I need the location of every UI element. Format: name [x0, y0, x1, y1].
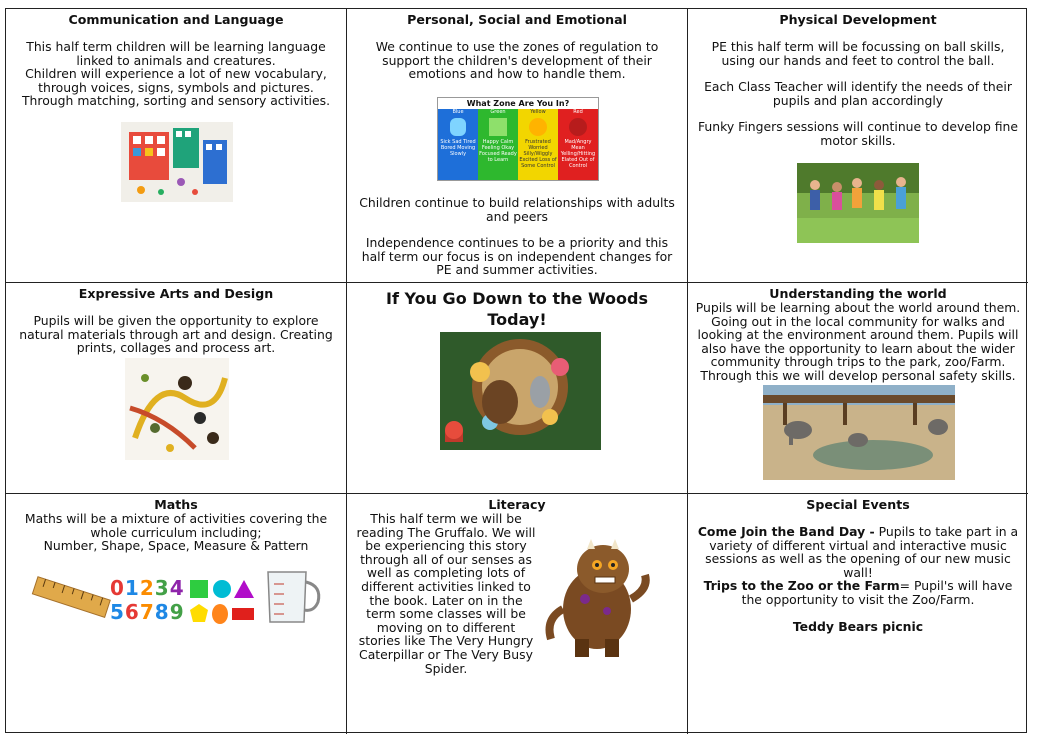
- world-line: Through this we will develop personal safety skills.: [700, 367, 1016, 383]
- circle-shape-icon: [213, 580, 231, 598]
- square-shape-icon: [190, 580, 208, 598]
- communication-title: Communication and Language: [68, 12, 284, 27]
- topic-title: Today!: [487, 310, 547, 329]
- arts-line: natural materials through art and design. Creating: [19, 326, 333, 342]
- maths-line: Number, Shape, Space, Measure & Pattern: [43, 538, 309, 554]
- zone-yellow: [518, 109, 558, 180]
- triangle-shape-icon: [234, 580, 254, 598]
- literacy-line: term some classes will be: [366, 606, 526, 622]
- physical-line: using our hands and feet to control the ball.: [721, 52, 995, 68]
- yellow-face-icon: [529, 118, 547, 136]
- literacy-text: [353, 512, 539, 675]
- communication-line: This half term children will be learning language: [26, 39, 326, 54]
- maths-line: whole curriculum including;: [90, 524, 262, 540]
- physical-line: Each Class Teacher will identify the needs of their: [704, 79, 1012, 95]
- literacy-line: be experiencing this story: [365, 538, 527, 554]
- digits-row-top: [110, 576, 185, 600]
- arts-line: prints, collages and process art.: [76, 340, 276, 356]
- maths-title: Maths: [154, 497, 198, 512]
- literacy-line: Caterpillar or The Very Busy: [359, 646, 533, 662]
- measuring-jug-image: [260, 566, 324, 626]
- zone-blue: [438, 109, 478, 180]
- zone-name: Blue: [452, 109, 464, 115]
- event-zoo-trip-title: Trips to the Zoo or the Farm: [703, 578, 900, 594]
- literacy-line: different activities linked to: [361, 578, 531, 594]
- ruler-image: [31, 574, 111, 622]
- zone-name: Red: [573, 109, 583, 115]
- zone-words: Frustrated Worried Silly/Wiggly Excited Loss of Some Control: [519, 139, 557, 169]
- pse-line: support the children's development of their: [382, 52, 652, 68]
- digit-4: 4: [169, 576, 185, 600]
- zone-words: Mad/Angry Mean Yelling/Hitting Elated Out of Control: [560, 139, 596, 169]
- arts-line: Pupils will be given the opportunity to explore: [33, 313, 319, 328]
- literacy-cell: [347, 494, 688, 734]
- zone-green: [478, 109, 518, 180]
- physical-title: Physical Development: [779, 12, 937, 27]
- literacy-line: moving on to different: [376, 619, 516, 635]
- literacy-line: reading The Gruffalo. We will: [356, 524, 536, 540]
- zones-of-regulation-chart: [437, 97, 599, 181]
- literacy-line: This half term we will be: [370, 511, 522, 526]
- woods-illustration: [440, 332, 601, 450]
- pse-line: emotions and how to handle them.: [408, 66, 626, 82]
- pse-line: Independence continues to be a priority and this: [365, 235, 669, 251]
- communication-line: linked to animals and creatures.: [76, 52, 276, 68]
- events-title: Special Events: [806, 497, 910, 512]
- zone-name: Yellow: [530, 109, 546, 115]
- digit-8: 8: [154, 600, 170, 624]
- literacy-title: Literacy: [488, 497, 546, 512]
- communication-line: Children will experience a lot of new vocabulary,: [25, 66, 327, 82]
- communication-language-cell: [6, 9, 347, 283]
- pse-line: PE and summer activities.: [436, 262, 598, 278]
- event-zoo-trip-text: = Pupil's will have the opportunity to visit the Zoo/Farm.: [741, 578, 1013, 607]
- digit-5: 5: [110, 600, 125, 624]
- zoo-elephants-image: [763, 385, 955, 480]
- digit-3: 3: [154, 576, 170, 600]
- literacy-line: through all of our senses as: [360, 551, 532, 567]
- oval-shape-icon: [212, 604, 228, 624]
- pse-line: We continue to use the zones of regulation to: [375, 39, 659, 54]
- event-teddy-bears-picnic: Teddy Bears picnic: [792, 618, 924, 634]
- maths-line: Maths will be a mixture of activities covering the: [24, 511, 328, 526]
- world-line: community through trips to the park, zoo/Farm.: [710, 354, 1006, 370]
- digit-7: 7: [139, 600, 155, 624]
- digit-9: 9: [169, 600, 185, 624]
- world-line: Pupils will be learning about the world around them.: [695, 300, 1021, 315]
- shapes-image: [188, 578, 260, 626]
- sorting-toys-image: [121, 122, 233, 202]
- pse-line: and peers: [486, 208, 548, 224]
- communication-line: through voices, signs, symbols and pictures.: [38, 79, 314, 95]
- world-line: also have the opportunity to learn about the wider: [701, 340, 1015, 356]
- digits-row-bottom: [110, 600, 185, 624]
- digit-2: 2: [139, 576, 155, 600]
- red-face-icon: [569, 118, 587, 136]
- natural-art-image: [125, 358, 229, 460]
- literacy-line: stories like The Very Hungry: [358, 633, 534, 649]
- zone-words: Happy Calm Feeling Okay Focused Ready to Learn: [479, 139, 517, 163]
- understanding-world-cell: [688, 283, 1028, 494]
- world-title: Understanding the world: [769, 286, 947, 301]
- world-line: looking at the environment around them. Pupils will: [697, 327, 1019, 343]
- communication-line: Through matching, sorting and sensory activities.: [21, 93, 331, 109]
- event-band-day-title: Come Join the Band Day -: [697, 524, 875, 539]
- zone-red: [558, 109, 598, 180]
- digit-1: 1: [124, 576, 140, 600]
- digit-6: 6: [124, 600, 140, 624]
- expressive-arts-cell: [6, 283, 347, 494]
- topic-cell: [347, 283, 688, 494]
- physical-line: pupils and plan accordingly: [772, 92, 944, 108]
- zones-title: What Zone Are You In?: [466, 99, 570, 108]
- event-band-day-text: Pupils to take part in a variety of different virtual and interactive music sessions as well as the opening of our new music wall!: [705, 524, 1019, 580]
- children-running-image: [797, 163, 919, 243]
- pentagon-shape-icon: [190, 604, 208, 622]
- zone-words: Sick Sad Tired Bored Moving Slowly: [440, 139, 476, 157]
- zone-name: Green: [490, 109, 506, 115]
- physical-line: PE this half term will be focussing on ball skills,: [711, 39, 1005, 54]
- green-face-icon: [489, 118, 507, 136]
- blue-face-icon: [450, 118, 466, 136]
- physical-line: motor skills.: [820, 132, 896, 148]
- literacy-line: Spider.: [424, 660, 468, 676]
- event-zoo-trip: [694, 579, 1022, 606]
- pse-line: Children continue to build relationships with adults: [359, 195, 675, 210]
- curriculum-grid: [5, 8, 1027, 733]
- literacy-line: well as completing lots of: [366, 565, 526, 581]
- number-digits: [110, 576, 185, 624]
- digit-0: 0: [110, 576, 125, 600]
- physical-line: Funky Fingers sessions will continue to develop fine: [697, 119, 1019, 135]
- physical-development-cell: [688, 9, 1028, 283]
- topic-title: If You Go Down to the Woods: [386, 289, 648, 308]
- literacy-line: the book. Later on in the: [369, 592, 523, 608]
- event-band-day: [694, 525, 1022, 579]
- personal-social-emotional-cell: [347, 9, 688, 283]
- pse-relationships-text: [353, 196, 681, 277]
- gruffalo-image: [545, 539, 655, 661]
- world-line: Going out in the local community for walks and: [711, 313, 1005, 329]
- pse-line: half term our focus is on independent changes for: [361, 248, 673, 264]
- special-events-cell: [688, 494, 1028, 734]
- pse-title: Personal, Social and Emotional: [407, 12, 627, 27]
- rectangle-shape-icon: [232, 608, 254, 620]
- maths-cell: [6, 494, 347, 734]
- arts-title: Expressive Arts and Design: [78, 286, 274, 301]
